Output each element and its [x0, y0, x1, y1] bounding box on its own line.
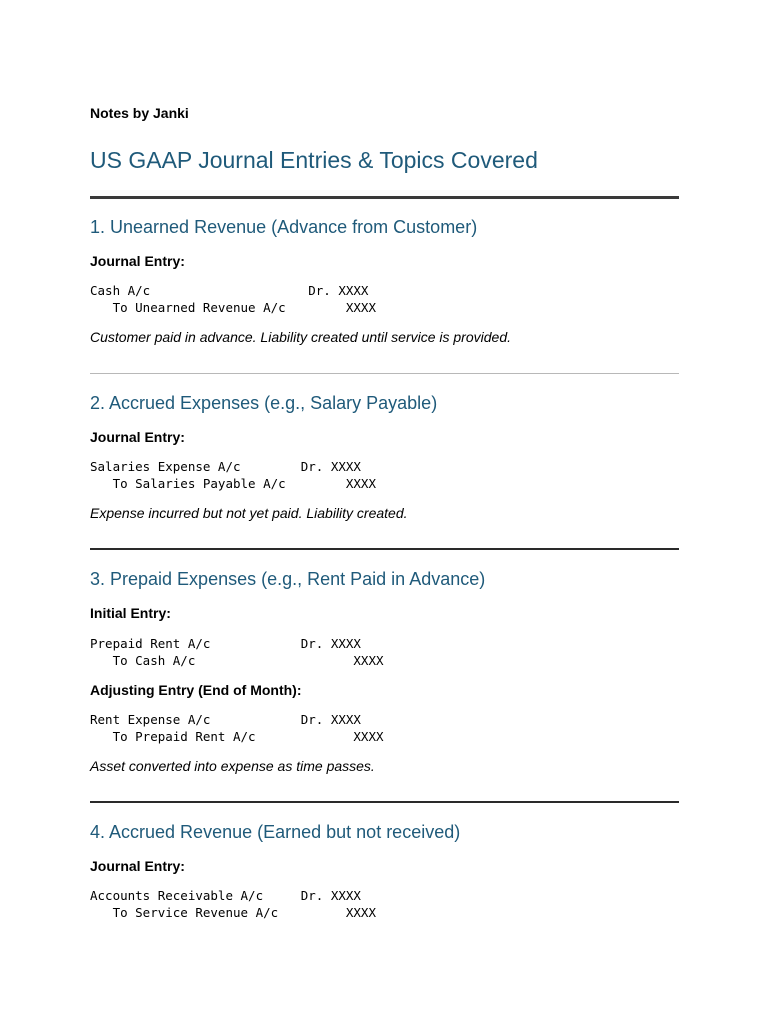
section-3-note: Asset converted into expense as time passes. [90, 758, 375, 774]
section-1-entry-label: Journal Entry: [90, 253, 185, 269]
section-4-journal-entry [90, 887, 376, 921]
journal-line-debit: Accounts Receivable A/c Dr. XXXX [90, 888, 361, 903]
journal-line-credit: To Salaries Payable A/c XXXX [90, 476, 376, 491]
journal-line-debit: Salaries Expense A/c Dr. XXXX [90, 459, 361, 474]
section-1-heading: 1. Unearned Revenue (Advance from Customer) [90, 217, 478, 237]
section-divider [90, 373, 679, 374]
journal-line-debit: Rent Expense A/c Dr. XXXX [90, 712, 361, 727]
section-1-note: Customer paid in advance. Liability created until service is provided. [90, 329, 511, 345]
journal-line-debit: Prepaid Rent A/c Dr. XXXX [90, 636, 361, 651]
section-divider [90, 548, 679, 550]
journal-line-debit: Cash A/c Dr. XXXX [90, 283, 369, 298]
section-4-heading: 4. Accrued Revenue (Earned but not received) [90, 822, 461, 842]
page-title: US GAAP Journal Entries & Topics Covered [90, 147, 538, 173]
section-3-heading: 3. Prepaid Expenses (e.g., Rent Paid in Advance) [90, 569, 486, 589]
journal-line-credit: To Service Revenue A/c XXXX [90, 905, 376, 920]
journal-line-credit: To Prepaid Rent A/c XXXX [90, 729, 384, 744]
title-divider [90, 196, 679, 199]
section-1-journal-entry [90, 282, 376, 316]
section-3-adjusting-journal-entry [90, 711, 384, 745]
section-2-note: Expense incurred but not yet paid. Liability created. [90, 505, 408, 521]
section-divider [90, 801, 679, 803]
journal-line-credit: To Unearned Revenue A/c XXXX [90, 300, 376, 315]
section-2-entry-label: Journal Entry: [90, 429, 185, 445]
author-line: Notes by Janki [90, 105, 189, 121]
section-2-journal-entry [90, 458, 376, 492]
section-3-initial-journal-entry [90, 635, 384, 669]
section-3-adjusting-entry-label: Adjusting Entry (End of Month): [90, 682, 302, 698]
section-3-initial-entry-label: Initial Entry: [90, 605, 171, 621]
journal-line-credit: To Cash A/c XXXX [90, 653, 384, 668]
section-2-heading: 2. Accrued Expenses (e.g., Salary Payable) [90, 393, 438, 413]
section-4-entry-label: Journal Entry: [90, 858, 185, 874]
